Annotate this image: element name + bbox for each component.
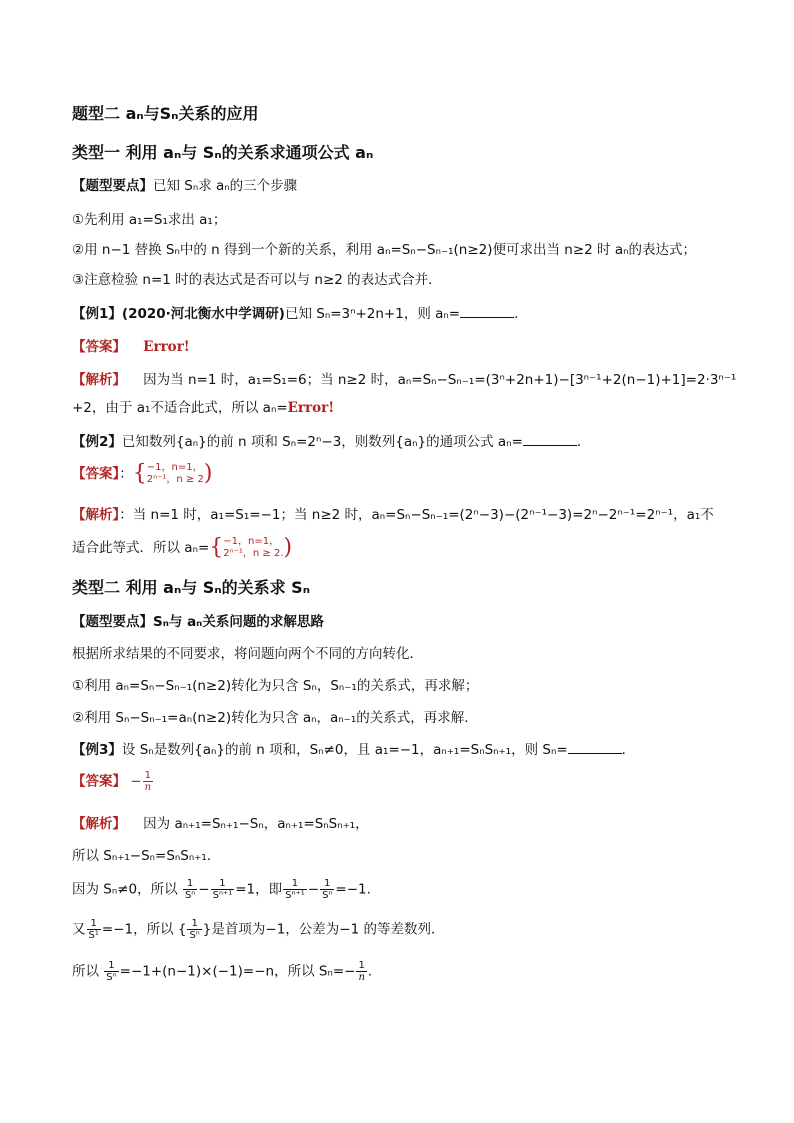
example-2-label: 【例2】: [72, 434, 122, 450]
analysis-text: ：当 n=1 时，a₁=S₁=−1；当 n≥2 时，aₙ=Sₙ−Sₙ₋₁=(2ⁿ−3)−(2ⁿ⁻¹−3)=2ⁿ−2ⁿ⁻¹=2ⁿ⁻¹，a₁不: [119, 507, 714, 523]
fraction-numerator: 1: [283, 878, 307, 890]
text-segment: =−1+(n−1)×(−1)=−n，所以 Sₙ=−: [119, 963, 356, 980]
example-3-analysis-2: 所以 Sₙ₊₁−Sₙ=SₙSₙ₊₁.: [72, 848, 212, 864]
example-3-question: 【例3】设 Sₙ是数列{aₙ}的前 n 项和，Sₙ≠0，且 a₁=−1，aₙ₊₁=SₙSₙ₊₁，则 Sₙ= ．: [72, 742, 636, 758]
fraction-numerator: 1: [320, 878, 334, 890]
example-1-analysis-1: [72, 370, 736, 390]
analysis-text: 因为当 n=1 时，a₁=S₁=6；当 n≥2 时，aₙ=Sₙ−Sₙ₋₁=(3ⁿ+2n+1)−[3ⁿ⁻¹+2(n−1)+1]=2·3ⁿ⁻¹: [143, 372, 737, 388]
answer-blank: [568, 741, 622, 754]
fraction-denominator: n: [358, 972, 365, 983]
type2-heading: 类型二 利用 aₙ与 Sₙ的关系求 Sₙ: [72, 578, 310, 597]
fraction-1-over-sn: [320, 878, 334, 901]
fraction-numerator: 1: [104, 960, 118, 972]
example-3-label: 【例3】: [72, 742, 122, 758]
fraction-denominator: Sⁿ: [184, 890, 196, 901]
step-2: ②用 n−1 替换 Sₙ中的 n 得到一个新的关系，利用 aₙ=Sₙ−Sₙ₋₁(n≥2)便可求出当 n≥2 时 aₙ的表达式；: [72, 242, 696, 258]
text-segment: 所以: [72, 963, 99, 980]
example-3-analysis-4: [72, 918, 444, 948]
example-1-label: 【例1】: [72, 306, 122, 322]
example-2-text: 已知数列{aₙ}的前 n 项和 Sₙ=2ⁿ−3，则数列{aₙ}的通项公式 aₙ=: [121, 434, 523, 450]
analysis-text-2: 适合此等式．所以 aₙ=: [72, 540, 210, 556]
points-label: 【题型要点】: [72, 178, 153, 194]
fraction-1-over-sn: [187, 918, 201, 941]
text-segment: =1，即: [235, 881, 283, 898]
brace-left: {: [209, 535, 224, 560]
case-2: 2ⁿ⁻¹，n ≥ 2.: [223, 548, 284, 559]
answer-sign: −: [130, 773, 142, 790]
example-3-answer: [72, 770, 154, 800]
case-1: −1，n=1，: [223, 536, 280, 547]
answer-colon: ：: [119, 466, 133, 482]
piecewise-analysis: [223, 536, 283, 560]
fraction-numerator: 1: [87, 918, 101, 930]
analysis-label: 【解析】: [72, 372, 126, 388]
answer-label: 【答案】: [72, 339, 126, 355]
example-2-analysis-2: [72, 536, 292, 566]
example-2-answer: [72, 462, 212, 492]
piecewise-answer: [147, 462, 204, 486]
fraction-denominator: Sⁿ: [322, 890, 333, 901]
fraction-numerator: 1: [187, 918, 201, 930]
way-2: ②利用 Sₙ−Sₙ₋₁=aₙ(n≥2)转化为只含 aₙ，aₙ₋₁的关系式，再求解．: [72, 710, 478, 726]
fraction-denominator: n: [144, 782, 152, 793]
text-segment: 又: [72, 921, 86, 938]
fraction-1-over-sn1: [211, 878, 235, 901]
fraction-1-over-s1: [87, 918, 101, 941]
type2-points: [72, 612, 324, 632]
fraction-denominator: Sⁿ⁺¹: [285, 890, 305, 901]
example-1-question: 【例1】(2020·河北衡水中学调研)已知 Sₙ=3ⁿ+2n+1，则 aₙ= .: [72, 306, 519, 322]
type1-heading: 类型一 利用 aₙ与 Sₙ的关系求通项公式 aₙ: [72, 143, 374, 162]
analysis-error: Error!: [287, 400, 335, 416]
analysis-text-2: +2，由于 a₁不适合此式，所以 aₙ=: [72, 400, 288, 416]
fraction-numerator: 1: [356, 960, 366, 972]
fraction-numerator: 1: [211, 878, 235, 890]
analysis-label: 【解析】: [72, 816, 126, 832]
type1-points: [72, 176, 297, 196]
brace-left: {: [132, 461, 147, 486]
fraction-numerator: 1: [143, 770, 153, 782]
text-segment: =−1，所以 {: [101, 921, 187, 938]
example-3-analysis-1: [72, 814, 369, 834]
answer-blank: [460, 305, 514, 318]
section-title: 题型二 aₙ与Sₙ关系的应用: [72, 104, 259, 123]
type2-intro: 根据所求结果的不同要求，将问题向两个不同的方向转化．: [72, 646, 423, 662]
answer-label: 【答案】: [72, 466, 120, 482]
fraction-denominator: Sⁿ: [106, 972, 117, 983]
points-label: 【题型要点】: [72, 614, 153, 630]
case-2: 2ⁿ⁻¹，n ≥ 2: [146, 474, 204, 485]
step-3: ③注意检验 n=1 时的表达式是否可以与 n≥2 的表达式合并．: [72, 272, 442, 288]
fraction-1-over-sn: [104, 960, 118, 983]
answer-error: Error!: [143, 339, 190, 355]
fraction-denominator: Sⁿ⁺¹: [212, 890, 233, 901]
answer-blank: [523, 433, 577, 446]
example-3-analysis-3: [72, 878, 371, 908]
example-3-analysis-5: 所以 $\frac{1}{\text{Sⁿ}}$ =−1+(n−1)×(−1)=−n，所以 Sₙ=− $\frac{1}{n}$ .: [72, 960, 373, 983]
example-1-answer: [72, 337, 190, 357]
fraction-1-over-sn: [183, 878, 197, 901]
case-1: −1，n=1，: [146, 462, 203, 473]
text-segment: }是首项为−1，公差为−1 的等差数列．: [202, 921, 445, 938]
points-text: Sₙ与 aₙ关系问题的求解思路: [153, 614, 324, 630]
example-1-text: 已知 Sₙ=3ⁿ+2n+1，则 aₙ=: [284, 306, 461, 322]
fraction-1-over-sn1: [283, 878, 307, 901]
fraction-denominator: S¹: [88, 930, 99, 941]
brace-right: ): [203, 461, 213, 486]
fraction-1-over-n: [356, 960, 366, 983]
fraction-numerator: 1: [183, 878, 197, 890]
example-3-text: 设 Sₙ是数列{aₙ}的前 n 项和，Sₙ≠0，且 a₁=−1，aₙ₊₁=SₙSₙ₊₁，则 Sₙ=: [121, 742, 568, 758]
brace-right: ): [283, 535, 293, 560]
analysis-text: 因为 aₙ₊₁=Sₙ₊₁−Sₙ，aₙ₊₁=SₙSₙ₊₁，: [143, 816, 369, 832]
answer-label: 【答案】: [72, 773, 126, 790]
analysis-label: 【解析】: [72, 507, 120, 523]
fraction-denominator: Sⁿ: [189, 930, 200, 941]
answer-fraction: [143, 770, 153, 793]
minus-sign: −: [198, 881, 210, 898]
example-2-analysis-1: [72, 505, 714, 525]
text-segment: 因为 Sₙ≠0，所以: [72, 881, 178, 898]
text-segment: =−1.: [335, 881, 371, 898]
way-1: ①利用 aₙ=Sₙ−Sₙ₋₁(n≥2)转化为只含 Sₙ，Sₙ₋₁的关系式，再求解；: [72, 678, 479, 694]
example-1-analysis-2: [72, 398, 334, 418]
points-text: 已知 Sₙ求 aₙ的三个步骤: [153, 178, 298, 194]
example-2-question: 【例2】已知数列{aₙ}的前 n 项和 Sₙ=2ⁿ−3，则数列{aₙ}的通项公式 aₙ= ．: [72, 434, 591, 450]
step-1: ①先利用 a₁=S₁求出 a₁；: [72, 212, 227, 228]
example-1-source: (2020·河北衡水中学调研): [121, 306, 285, 322]
minus-sign: −: [307, 881, 320, 898]
